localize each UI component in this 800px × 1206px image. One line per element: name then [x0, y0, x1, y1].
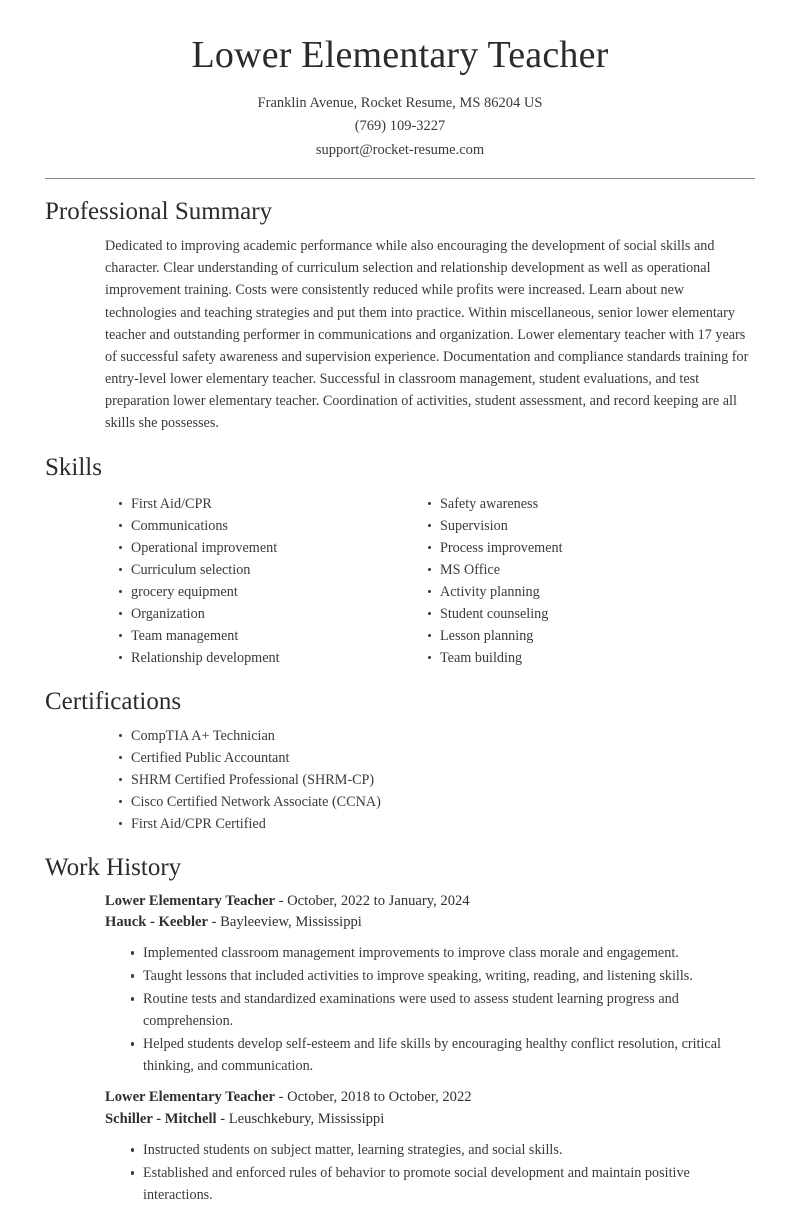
skills-column-right [400, 491, 755, 669]
list-item: Operational improvement [119, 537, 400, 559]
list-item: Helped students develop self-esteem and life skills by encouraging healthy conflict resolution, critical thinking, and communication. [131, 1033, 755, 1077]
section-title-skills: Skills [45, 453, 102, 481]
list-item: Team management [119, 625, 400, 647]
job-company: Schiller - Mitchell [105, 1111, 217, 1128]
list-item: First Aid/CPR Certified [119, 813, 755, 835]
section-certifications [0, 687, 800, 835]
list-item: Cisco Certified Network Associate (CCNA) [119, 791, 755, 813]
section-title-work-history: Work History [45, 853, 182, 881]
job-title-line [105, 891, 755, 913]
work-history-entry [105, 891, 755, 1078]
list-item: Activity planning [428, 581, 755, 603]
list-item: Relationship development [119, 647, 400, 669]
job-dates: - October, 2022 to January, 2024 [274, 892, 470, 909]
job-company: Hauck - Keebler [105, 914, 208, 931]
list-item: SHRM Certified Professional (SHRM-CP) [119, 769, 755, 791]
job-company-line [105, 1109, 755, 1131]
skills-columns [45, 491, 755, 669]
skills-list-right [400, 493, 755, 669]
list-item: Safety awareness [428, 493, 755, 515]
job-title-line [105, 1087, 755, 1109]
list-item: grocery equipment [119, 581, 400, 603]
professional-summary-text: Dedicated to improving academic performance while also encouraging the development of social skills and character. Clear understanding of curriculum selection and relationship development as well as operational improvement training. Costs were consistently reduced while profits were increased. Learn about new technologies and teaching strategies and put them into practice. Within miscellaneous, senior lower elementary teacher and outstanding performer in communications and organization. Lower elementary teacher with 17 years of successful safety awareness and supervision experience. Documentation and compliance standards training for entry-level lower elementary teacher. Successful in classroom management, student evaluations, and test preparation lower elementary teacher. Coordination of activities, student assessment, and record keeping are all skills she possesses. [105, 238, 749, 432]
skills-column-left [45, 491, 400, 669]
list-item: Communications [119, 515, 400, 537]
list-item: Team building [428, 647, 755, 669]
list-item: Organization [119, 603, 400, 625]
section-professional-summary [0, 197, 800, 434]
certifications-list [45, 725, 755, 835]
list-item: Taught lessons that included activities to improve speaking, writing, reading, and listening skills. [131, 965, 755, 987]
list-item: First Aid/CPR [119, 493, 400, 515]
section-title-professional-summary: Professional Summary [45, 198, 273, 226]
section-work-history [0, 853, 800, 1206]
list-item: Certified Public Accountant [119, 747, 755, 769]
skills-list-left [45, 493, 400, 669]
list-item: MS Office [428, 559, 755, 581]
list-item: Student counseling [428, 603, 755, 625]
resume-header [0, 0, 800, 162]
job-position: Lower Elementary Teacher [105, 1089, 275, 1106]
job-bullets [105, 942, 755, 1077]
job-position: Lower Elementary Teacher [105, 892, 275, 909]
job-location: - Bayleeview, Mississippi [207, 914, 362, 931]
list-item: Instructed students on subject matter, learning strategies, and social skills. [131, 1139, 755, 1161]
list-item: Supervision [428, 515, 755, 537]
section-skills [0, 453, 800, 669]
list-item: Process improvement [428, 537, 755, 559]
list-item: Routine tests and standardized examinations were used to assess student learning progress and comprehension. [131, 988, 755, 1032]
job-dates: - October, 2018 to October, 2022 [274, 1089, 472, 1106]
contact-phone: (769) 109-3227 [354, 118, 446, 135]
contact-email: support@rocket-resume.com [315, 141, 485, 158]
header-divider [45, 178, 755, 179]
list-item: CompTIA A+ Technician [119, 725, 755, 747]
job-bullets [105, 1139, 755, 1206]
job-company-line [105, 912, 755, 934]
list-item: Implemented classroom management improvements to improve class morale and engagement. [131, 942, 755, 964]
list-item: Lesson planning [428, 625, 755, 647]
list-item: Established and enforced rules of behavior to promote social development and maintain positive interactions. [131, 1162, 755, 1206]
work-history-entry [105, 1087, 755, 1206]
contact-address: Franklin Avenue, Rocket Resume, MS 86204 US [257, 94, 543, 111]
page-title: Lower Elementary Teacher [191, 34, 609, 76]
job-location: - Leuschkebury, Mississippi [216, 1111, 385, 1128]
list-item: Curriculum selection [119, 559, 400, 581]
section-title-certifications: Certifications [45, 687, 182, 715]
